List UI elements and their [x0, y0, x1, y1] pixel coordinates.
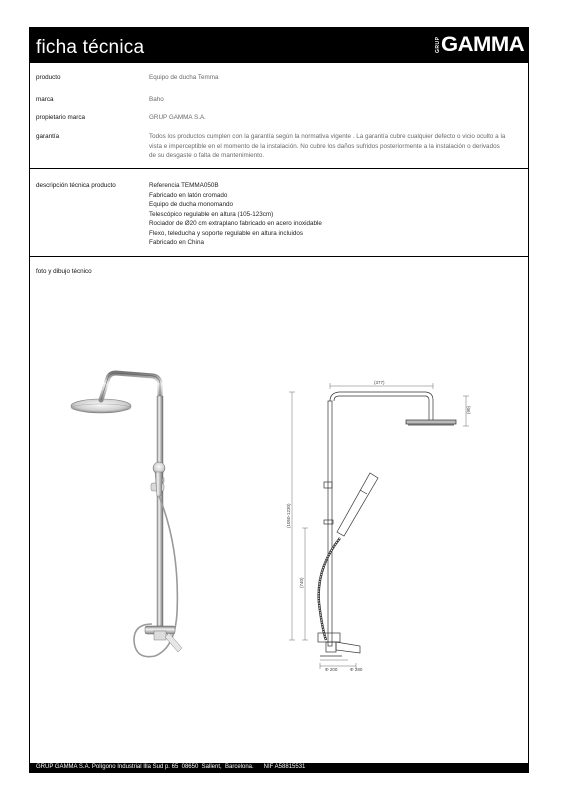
- label-descripcion: descripción técnica producto: [36, 182, 116, 189]
- label-propietario: propietario marca: [36, 114, 85, 121]
- footer-text: GRUP GAMMA S.A. Polígono Industrial Illa Sud p. 65 08650 Sallent, Barcelona. NIF A58815531: [36, 764, 306, 770]
- descripcion-line: Fabricado en latón cromado: [149, 191, 228, 199]
- product-illustrations: [30, 28, 528, 764]
- dim-label: Φ 280: [350, 667, 363, 672]
- dim-label: (90): [466, 405, 471, 414]
- label-foto: foto y dibujo técnico: [36, 268, 92, 275]
- dim-label: (740): [299, 577, 304, 588]
- logo-small-text: GRUP: [434, 36, 441, 54]
- label-producto: producto: [36, 74, 61, 81]
- footer-bar: [30, 763, 528, 772]
- value-producto: Equipo de ducha Temma: [149, 74, 219, 81]
- dim-label: (377): [374, 380, 385, 385]
- descripcion-line: Fabricado en China: [149, 239, 204, 246]
- label-marca: marca: [36, 96, 54, 103]
- garantia-line: vista e imperceptible en el momento de la instalación. No cubre los daños sufridos posteriormente a la instalación o derivados: [149, 142, 500, 150]
- dim-label: Φ 200: [325, 667, 338, 672]
- garantia-line: Todos los productos cumplen con la garantía según la normativa vigente . La garantía cubre cualquier defecto o vicio oculto a la: [149, 133, 506, 140]
- descripcion-line: Rociador de Ø20 cm extraplano fabricado en acero inoxidable: [149, 220, 322, 227]
- value-marca: Baho: [149, 96, 164, 103]
- technical-sheet: [29, 27, 529, 773]
- descripcion-line: Telescópico regulable en altura (105-123cm): [149, 210, 274, 218]
- descripcion-line: Equipo de ducha monomando: [149, 201, 234, 208]
- garantia-line: de su desgaste o falta de mantenimiento.: [149, 152, 265, 159]
- dim-label: (1050-1230): [286, 503, 291, 528]
- dimension-lines: [289, 383, 469, 669]
- value-propietario: GRUP GAMMA S.A.: [149, 114, 206, 121]
- logo-big-text: GAMMA: [440, 33, 524, 56]
- page-title: ficha técnica: [36, 37, 145, 58]
- descripcion-line: Referencia TEMMA050B: [149, 182, 219, 189]
- shower-photo: [71, 373, 182, 657]
- technical-drawing: [318, 392, 456, 656]
- label-garantia: garantía: [36, 133, 60, 140]
- descripcion-line: Flexo, teleducha y soporte regulable en altura incluidos: [149, 229, 304, 237]
